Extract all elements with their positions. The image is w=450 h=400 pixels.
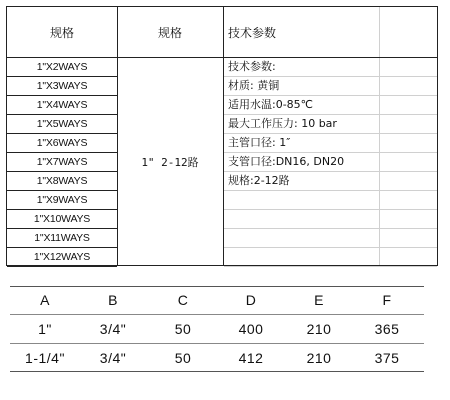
column-divider <box>379 7 380 265</box>
dimension-header: F <box>382 292 392 308</box>
row-divider <box>224 133 437 134</box>
dimension-cell: 1-1/4" <box>25 350 65 366</box>
row-divider <box>7 76 117 77</box>
dimension-cell: 210 <box>306 321 332 337</box>
dimension-cell: 50 <box>174 350 192 366</box>
row-divider <box>7 190 117 191</box>
row-divider <box>224 76 437 77</box>
spec-table <box>6 6 438 266</box>
dimension-header: C <box>177 292 189 308</box>
header-spec-1: 规格 <box>49 25 74 40</box>
dimension-cell: 365 <box>374 321 400 337</box>
dimension-header: A <box>40 292 50 308</box>
size-cell: 1"X9WAYS <box>36 193 88 206</box>
size-cell: 1"X11WAYS <box>34 231 90 244</box>
tech-param-line: 适用水温:0-85℃ <box>228 98 314 111</box>
tech-param-line: 主管口径: 1″ <box>228 136 291 149</box>
row-divider <box>7 114 117 115</box>
row-divider <box>224 228 437 229</box>
size-cell: 1"X6WAYS <box>36 136 88 149</box>
row-divider <box>224 114 437 115</box>
dimension-header: B <box>108 292 118 308</box>
row-divider <box>224 171 437 172</box>
size-cell: 1"X10WAYS <box>33 212 91 225</box>
merged-spec-cell: 1" 2-12路 <box>141 156 199 169</box>
row-divider <box>7 152 117 153</box>
size-cell: 1"X2WAYS <box>36 60 88 73</box>
table-rule <box>10 286 424 287</box>
row-divider <box>7 171 117 172</box>
tech-param-line: 材质: 黄铜 <box>228 79 280 92</box>
row-divider <box>224 209 437 210</box>
table-rule <box>10 343 424 344</box>
dimension-cell: 375 <box>374 350 400 366</box>
row-divider <box>224 152 437 153</box>
row-divider <box>7 133 117 134</box>
row-divider <box>7 266 117 267</box>
dimension-cell: 3/4" <box>99 321 127 337</box>
row-divider <box>224 190 437 191</box>
row-divider <box>7 247 117 248</box>
tech-param-line: 最大工作压力: 10 bar <box>228 117 337 130</box>
dimension-cell: 210 <box>306 350 332 366</box>
header-spec-2: 规格 <box>157 25 182 40</box>
size-cell: 1"X3WAYS <box>36 79 88 92</box>
row-divider <box>7 209 117 210</box>
tech-param-line: 规格:2-12路 <box>228 174 290 187</box>
size-cell: 1"X12WAYS <box>33 250 91 263</box>
size-cell: 1"X5WAYS <box>36 117 88 130</box>
column-divider <box>223 7 224 265</box>
row-divider <box>7 95 117 96</box>
dimension-cell: 400 <box>238 321 264 337</box>
size-cell: 1"X4WAYS <box>36 98 88 111</box>
tech-param-line: 技术参数: <box>228 60 276 73</box>
row-divider <box>224 247 437 248</box>
size-cell: 1"X8WAYS <box>36 174 88 187</box>
tech-param-line: 支管口径:DN16, DN20 <box>228 155 345 168</box>
dimension-cell: 3/4" <box>99 350 127 366</box>
table-rule <box>10 371 424 372</box>
row-divider <box>7 228 117 229</box>
dimension-cell: 50 <box>174 321 192 337</box>
dimension-cell: 412 <box>238 350 264 366</box>
size-cell: 1"X7WAYS <box>36 155 88 168</box>
table-rule <box>10 314 424 315</box>
row-divider <box>224 266 437 267</box>
header-tech-params: 技术参数 <box>228 25 277 40</box>
row-divider <box>224 95 437 96</box>
dimension-header: E <box>314 292 324 308</box>
dimension-table <box>10 286 424 372</box>
dimension-cell: 1" <box>38 321 52 337</box>
dimension-header: D <box>245 292 257 308</box>
